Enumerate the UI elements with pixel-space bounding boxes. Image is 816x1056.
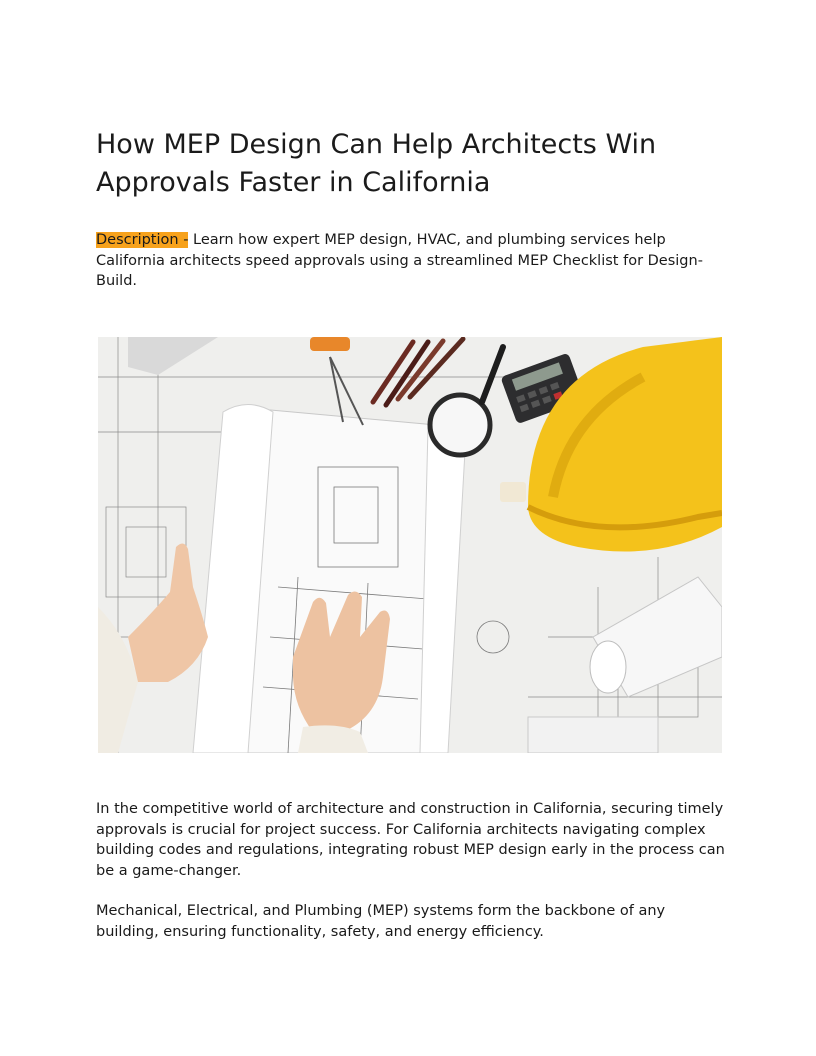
paragraph: In the competitive world of architecture and construction in California, securing timely approvals is crucial for project success. For California architects navigating complex building codes and regulations, integrating robust MEP design early in the process can be a game-changer. bbox=[96, 801, 725, 879]
description bbox=[96, 230, 726, 292]
blueprint-illustration bbox=[98, 337, 722, 753]
page-title: How MEP Design Can Help Architects Win Approvals Faster in California bbox=[96, 129, 657, 198]
description-label: Description - bbox=[96, 232, 189, 248]
eraser bbox=[500, 482, 526, 502]
paragraph: Mechanical, Electrical, and Plumbing (MEP) systems form the backbone of any building, ensuring functionality, safety, and energy efficiency. bbox=[96, 903, 666, 940]
tape-measure bbox=[310, 337, 350, 351]
description-text: Learn how expert MEP design, HVAC, and plumbing services help California architects speed approvals using a streamlined MEP Checklist for Design-Build. bbox=[96, 232, 703, 289]
hero-image bbox=[98, 337, 722, 753]
